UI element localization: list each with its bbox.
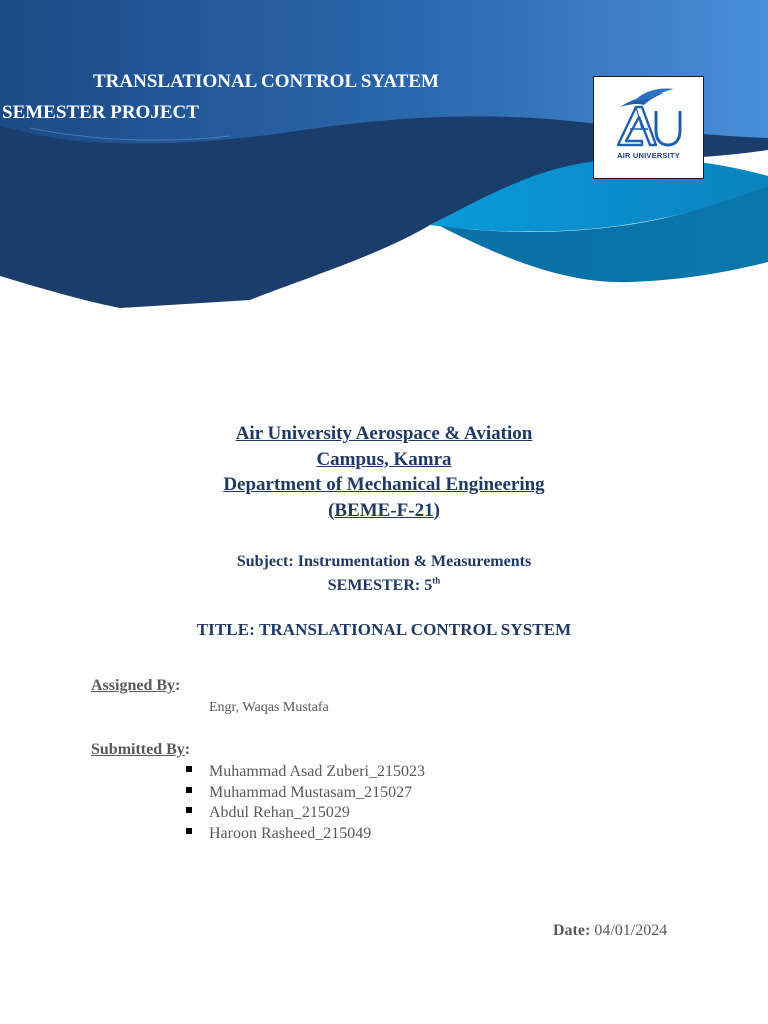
semester-suffix: th bbox=[432, 575, 441, 586]
subject-line: Subject: Instrumentation & Measurements bbox=[236, 553, 532, 570]
member-name: Haroon Rasheed_215049 bbox=[209, 824, 372, 842]
assigned-by-name: Engr, Waqas Mustafa bbox=[209, 700, 329, 715]
assigned-by-text: Assigned By bbox=[91, 677, 176, 694]
bullet-icon bbox=[186, 787, 192, 793]
member-name: Muhammad Asad Zuberi_215023 bbox=[209, 763, 425, 780]
bullet-icon bbox=[186, 766, 192, 772]
logo-text: AIR UNIVERSITY bbox=[617, 151, 680, 160]
submitted-by-text: Submitted By bbox=[91, 741, 185, 758]
date-line bbox=[553, 922, 667, 940]
assigned-by-colon: : bbox=[175, 677, 181, 694]
list-item bbox=[186, 783, 425, 804]
list-item bbox=[186, 803, 425, 824]
submitted-by-label bbox=[91, 741, 190, 759]
list-item bbox=[186, 824, 425, 845]
date-label: Date: bbox=[553, 922, 591, 939]
course-block bbox=[0, 550, 768, 598]
department-name: Department of Mechanical Engineering bbox=[223, 474, 545, 495]
bullet-icon bbox=[186, 807, 192, 813]
institution-line-2: Campus, Kamra bbox=[316, 448, 452, 470]
university-logo bbox=[593, 76, 704, 179]
air-university-emblem-icon bbox=[612, 85, 686, 151]
submitted-by-colon: : bbox=[184, 741, 191, 758]
bullet-icon bbox=[186, 828, 192, 834]
list-item bbox=[186, 762, 425, 783]
semester-label: SEMESTER: 5 bbox=[327, 577, 433, 594]
semester-line bbox=[0, 574, 768, 598]
batch-code: (BEME-F-21) bbox=[328, 499, 440, 521]
assigned-by-label bbox=[91, 677, 180, 695]
header-subtitle: SEMESTER PROJECT bbox=[2, 102, 199, 123]
header-title: TRANSLATIONAL CONTROL SYATEM bbox=[93, 71, 439, 92]
institution-block bbox=[0, 421, 768, 523]
member-name: Abdul Rehan_215029 bbox=[209, 804, 350, 821]
institution-line-1: Air University Aerospace & Aviation bbox=[235, 423, 533, 444]
member-list bbox=[186, 762, 425, 844]
member-name: Muhammad Mustasam_215027 bbox=[209, 783, 413, 801]
date-value: 04/01/2024 bbox=[594, 922, 668, 939]
project-title: TITLE: TRANSLATIONAL CONTROL SYSTEM bbox=[196, 620, 572, 639]
